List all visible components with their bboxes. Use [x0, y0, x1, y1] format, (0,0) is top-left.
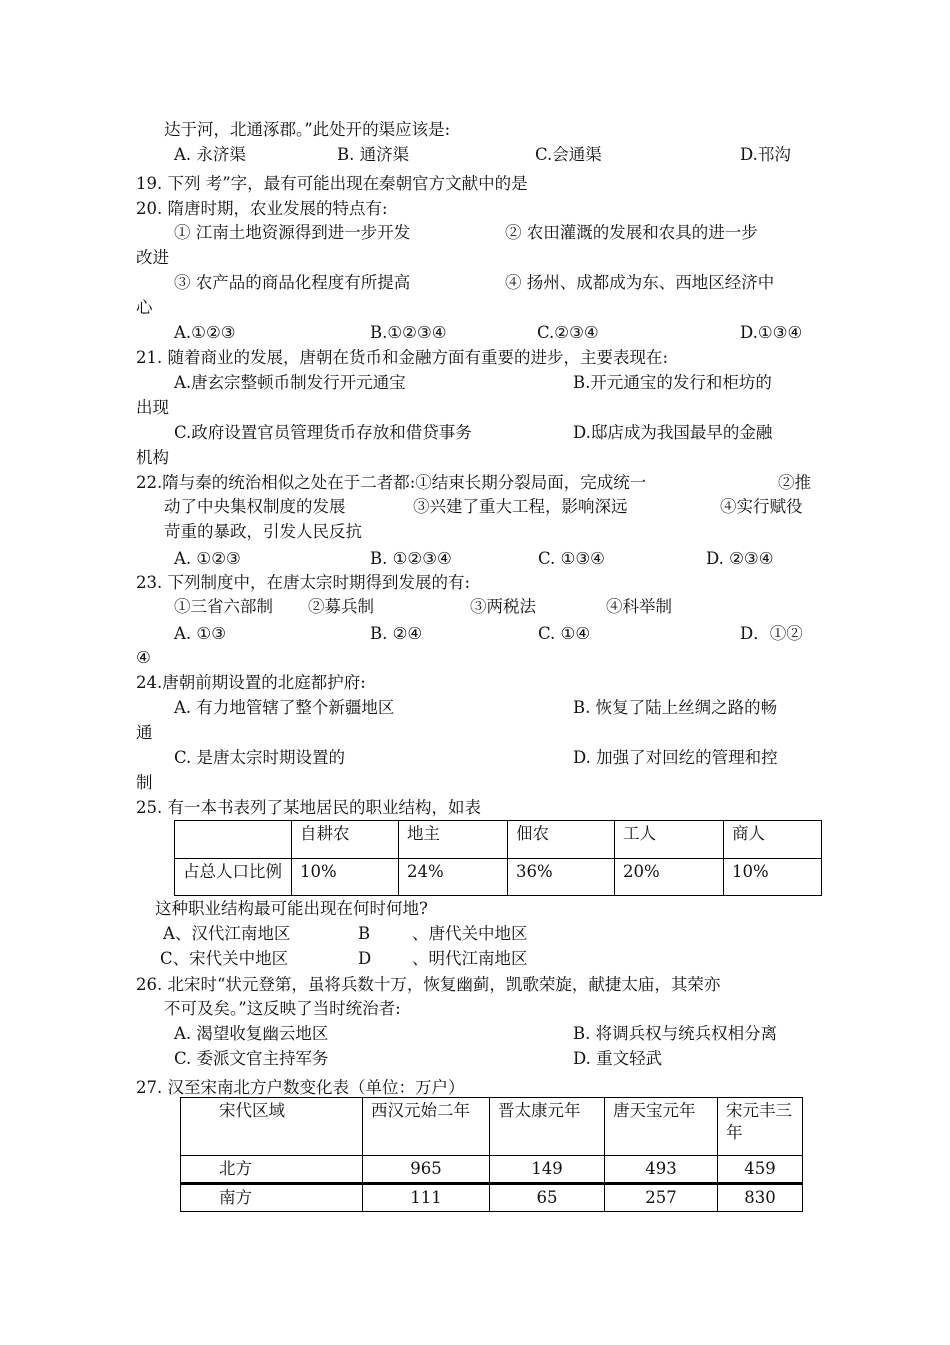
text-line: 不可及矣。”这反映了当时统治者: — [164, 999, 401, 1018]
text-line: 25. 有一本书表列了某地居民的职业结构，如表 — [136, 798, 481, 817]
table-row — [181, 1156, 803, 1184]
text-line: ②推 — [778, 473, 811, 492]
table-cell: 830 — [718, 1184, 803, 1212]
table-header-cell: 西汉元始二年 — [363, 1098, 490, 1156]
text-line: D.①③④ — [740, 323, 803, 342]
text-line: D — [358, 949, 372, 968]
text-line: B.开元通宝的发行和柜坊的 — [573, 373, 772, 392]
table-cell: 257 — [605, 1184, 718, 1212]
text-line: 20. 隋唐时期，农业发展的特点有: — [136, 199, 388, 218]
text-line: D.邗沟 — [740, 145, 791, 164]
table-cell: 商人 — [724, 821, 822, 859]
occupation-table — [174, 820, 822, 896]
table-cell: 965 — [363, 1156, 490, 1184]
text-line: B. 恢复了陆上丝绸之路的畅 — [573, 698, 778, 717]
text-line: 通 — [136, 723, 153, 742]
text-line: A. ①②③ — [174, 549, 241, 568]
text-line: 动了中央集权制度的发展 — [164, 497, 346, 516]
text-line: C.政府设置官员管理货币存放和借贷事务 — [174, 423, 472, 442]
text-line: 23. 下列制度中，在唐太宗时期得到发展的有: — [136, 573, 471, 592]
text-line: C. ①③④ — [538, 549, 605, 568]
table-header-cell: 宋元丰三年 — [718, 1098, 803, 1156]
text-line: B.①②③④ — [370, 323, 447, 342]
table-cell: 36% — [508, 858, 615, 896]
text-line: 21. 随着商业的发展，唐朝在货币和金融方面有重要的进步，主要表现在: — [136, 348, 669, 367]
text-line: B. 将调兵权与统兵权相分离 — [573, 1024, 778, 1043]
table-row — [175, 821, 822, 859]
text-line: 制 — [136, 773, 153, 792]
text-line: 19. 下列 考”字，最有可能出现在秦朝官方文献中的是 — [136, 174, 528, 193]
table-cell: 493 — [605, 1156, 718, 1184]
text-line: C、宋代关中地区 — [160, 949, 289, 968]
text-line: B. ①②③④ — [370, 549, 452, 568]
table-row — [175, 858, 822, 896]
text-line: ③兴建了重大工程，影响深远 — [413, 497, 628, 516]
table-cell: 10% — [724, 858, 822, 896]
text-line: C. 委派文官主持军务 — [174, 1049, 329, 1068]
text-line: ③ 农产品的商品化程度有所提高 — [174, 273, 411, 292]
table-cell: 20% — [615, 858, 724, 896]
text-line: D．①② — [740, 624, 803, 643]
table-cell: 工人 — [615, 821, 724, 859]
text-line: ①三省六部制 — [174, 597, 273, 616]
text-line: B. 通济渠 — [337, 145, 410, 164]
text-line: C. ①④ — [538, 624, 591, 643]
text-line: 达于河，北通涿郡。”此处开的渠应该是: — [164, 120, 451, 139]
table-header-cell: 晋太康元年 — [490, 1098, 605, 1156]
text-line: A. ①③ — [174, 624, 226, 643]
text-line: 22.隋与秦的统治相似之处在于二者都:①结束长期分裂局面，完成统一 — [136, 473, 647, 492]
table-cell: 459 — [718, 1156, 803, 1184]
text-line: ② 农田灌溉的发展和农具的进一步 — [505, 223, 758, 242]
table-cell: 地主 — [399, 821, 508, 859]
table-cell: 24% — [399, 858, 508, 896]
text-line: 24.唐朝前期设置的北庭都护府: — [136, 673, 366, 692]
text-line: 这种职业结构最可能出现在何时何地? — [155, 899, 428, 918]
text-line: A. 渴望收复幽云地区 — [174, 1024, 329, 1043]
table-cell: 占总人口比例 — [175, 858, 292, 896]
text-line: 机构 — [136, 448, 169, 467]
text-line: ④ — [136, 648, 151, 667]
text-line: 、明代江南地区 — [412, 949, 528, 968]
table-cell: 149 — [490, 1156, 605, 1184]
text-line: D.邸店成为我国最早的金融 — [573, 423, 773, 442]
text-line: A. 永济渠 — [174, 145, 246, 164]
table-row — [181, 1098, 803, 1156]
table-cell: 65 — [490, 1184, 605, 1212]
text-line: A.唐玄宗整顿币制发行开元通宝 — [174, 373, 406, 392]
table-cell: 南方 — [181, 1184, 363, 1212]
text-line: A、汉代江南地区 — [163, 924, 291, 943]
table-cell: 佃农 — [508, 821, 615, 859]
table-cell: 北方 — [181, 1156, 363, 1184]
table-cell: 10% — [292, 858, 399, 896]
table-header-cell: 宋代区域 — [181, 1098, 363, 1156]
table-header-cell: 唐天宝元年 — [605, 1098, 718, 1156]
text-line: D. 重文轻武 — [573, 1049, 663, 1068]
text-line: ④科举制 — [606, 597, 672, 616]
text-line: 心 — [136, 298, 153, 317]
text-line: ③两税法 — [470, 597, 536, 616]
text-line: 苛重的暴政，引发人民反抗 — [164, 522, 362, 541]
table-cell — [175, 821, 292, 859]
text-line: 27. 汉至宋南北方户数变化表（单位：万户） — [136, 1078, 465, 1097]
table-row — [181, 1184, 803, 1212]
table-cell: 自耕农 — [292, 821, 399, 859]
text-line: ②募兵制 — [308, 597, 374, 616]
text-line: C. 是唐太宗时期设置的 — [174, 748, 346, 767]
text-line: A. 有力地管辖了整个新疆地区 — [174, 698, 395, 717]
text-line: 改进 — [136, 248, 169, 267]
text-line: 26. 北宋时“状元登第，虽将兵数十万，恢复幽蓟，凯歌荣旋，献捷太庙，其荣亦 — [136, 975, 721, 994]
text-line: D. 加强了对回纥的管理和控 — [573, 748, 778, 767]
households-table — [180, 1097, 803, 1212]
text-line: A.①②③ — [174, 323, 236, 342]
text-line: C.会通渠 — [535, 145, 602, 164]
text-line: B — [358, 924, 371, 943]
text-line: ④实行赋役 — [720, 497, 803, 516]
text-line: C.②③④ — [537, 323, 599, 342]
text-line: 、唐代关中地区 — [412, 924, 528, 943]
text-line: B. ②④ — [370, 624, 423, 643]
table-cell: 111 — [363, 1184, 490, 1212]
text-line: 出现 — [136, 398, 169, 417]
text-line: ④ 扬州、成都成为东、西地区经济中 — [505, 273, 775, 292]
text-line: D. ②③④ — [706, 549, 774, 568]
text-line: ① 江南土地资源得到进一步开发 — [174, 223, 411, 242]
